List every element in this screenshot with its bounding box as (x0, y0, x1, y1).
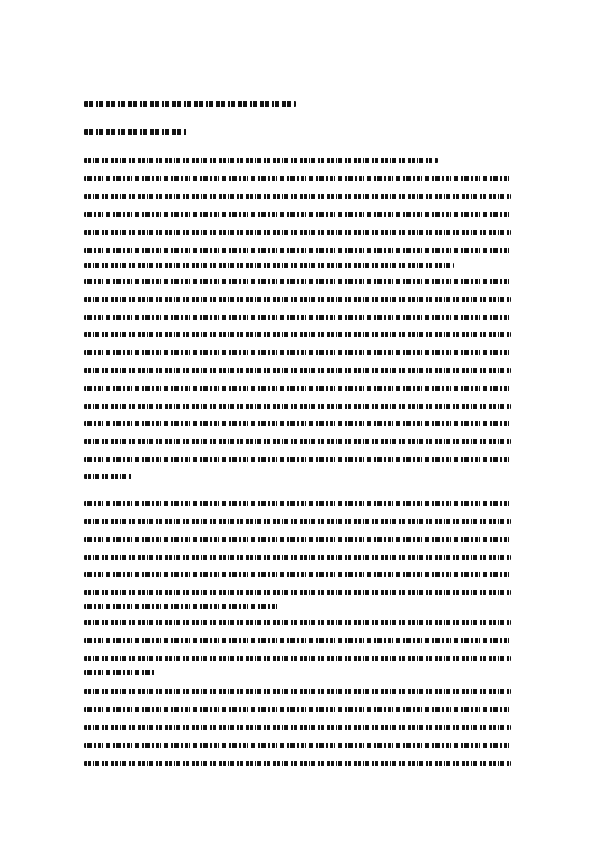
text-line (84, 457, 511, 462)
text-line (84, 315, 511, 320)
text-line (84, 297, 511, 302)
document-title (84, 101, 296, 107)
text-line (84, 279, 511, 284)
text-line (84, 194, 511, 199)
text-line (84, 620, 511, 625)
text-line (84, 656, 511, 661)
text-line (84, 572, 511, 577)
text-line (84, 501, 511, 506)
text-line (84, 474, 132, 479)
text-line (84, 212, 511, 217)
text-line (84, 176, 511, 181)
text-line (84, 743, 511, 748)
text-line (84, 332, 511, 337)
text-line (84, 439, 511, 444)
text-line (84, 350, 511, 355)
text-line (84, 689, 511, 694)
text-line (84, 248, 511, 253)
text-line (84, 421, 511, 426)
text-line (84, 404, 511, 409)
text-line (84, 368, 511, 373)
text-line (84, 707, 511, 712)
text-line (84, 537, 511, 542)
text-line (84, 604, 280, 609)
text-line (84, 670, 156, 675)
text-line (84, 638, 511, 643)
text-line (84, 230, 511, 235)
document-date (84, 129, 187, 135)
text-line (84, 555, 511, 560)
text-line (84, 590, 511, 595)
text-line (84, 761, 511, 766)
text-line (84, 519, 511, 524)
text-line (84, 263, 454, 268)
text-line (84, 158, 438, 163)
text-line (84, 386, 511, 391)
text-line (84, 725, 511, 730)
